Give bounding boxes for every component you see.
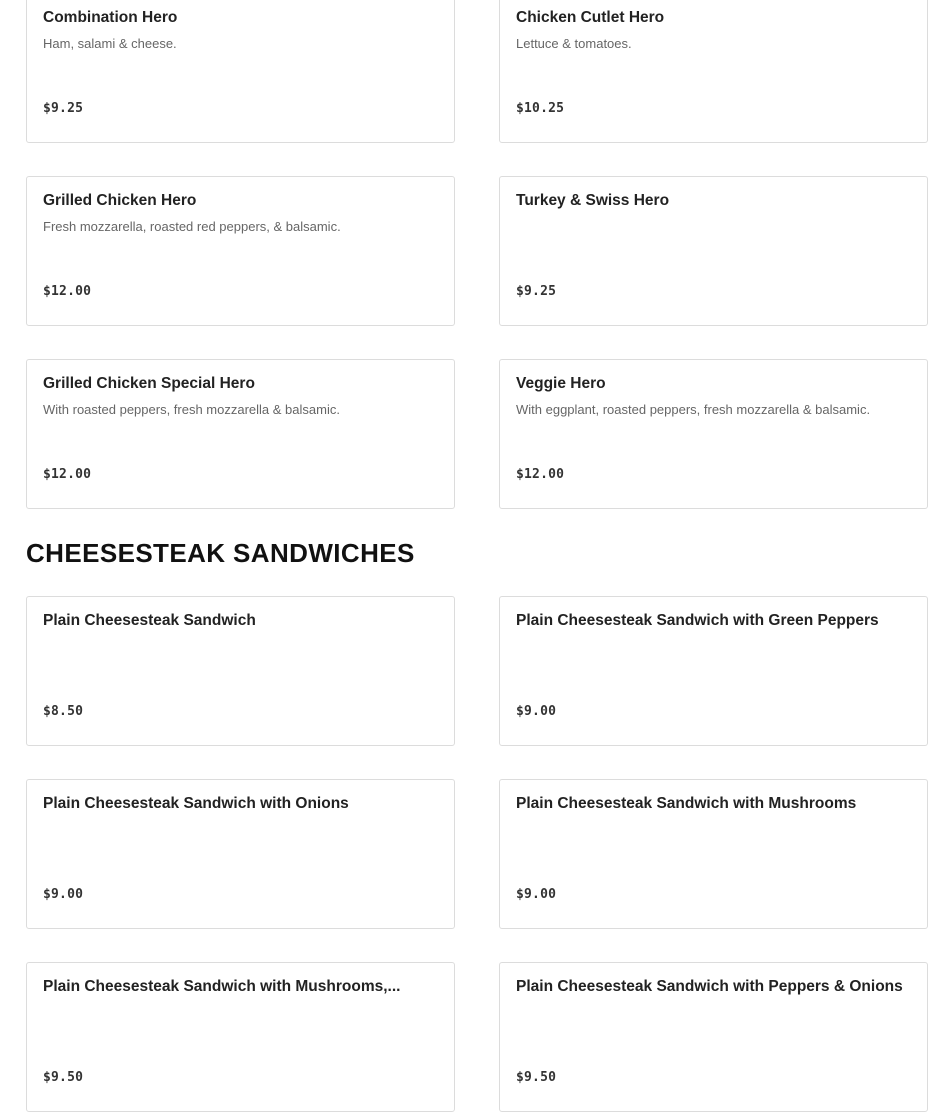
menu-item-name: Grilled Chicken Hero [43, 192, 197, 209]
menu-item-price: $12.00 [43, 467, 92, 482]
menu-item-name: Veggie Hero [516, 375, 606, 392]
menu-item-price: $12.00 [43, 284, 92, 299]
menu-item-name: Combination Hero [43, 9, 178, 26]
menu-item-price: $9.50 [516, 1070, 557, 1085]
menu-item-price: $10.25 [516, 101, 565, 116]
menu-item-card[interactable] [26, 779, 455, 929]
menu-item-description: With roasted peppers, fresh mozzarella & balsamic. [43, 401, 340, 417]
menu-item-price: $9.25 [516, 284, 557, 299]
menu-item-name: Plain Cheesesteak Sandwich with Onions [43, 795, 349, 812]
menu-item-name: Turkey & Swiss Hero [516, 192, 670, 209]
menu-item-card[interactable] [26, 0, 455, 143]
menu-item-description: Ham, salami & cheese. [43, 35, 177, 51]
menu-item-description: With eggplant, roasted peppers, fresh mozzarella & balsamic. [516, 401, 871, 417]
menu-item-card[interactable] [26, 596, 455, 746]
menu-item-card[interactable] [499, 962, 928, 1112]
menu-item-price: $9.25 [43, 101, 84, 116]
menu-item-name: Plain Cheesesteak Sandwich with Mushrooms [516, 795, 857, 812]
menu-item-price: $9.00 [516, 887, 557, 902]
menu-item-description: Fresh mozzarella, roasted red peppers, & balsamic. [43, 218, 341, 234]
menu-item-name: Plain Cheesesteak Sandwich [43, 612, 256, 629]
menu-item-name: Plain Cheesesteak Sandwich with Mushrooms,... [43, 978, 401, 995]
menu-item-name: Plain Cheesesteak Sandwich with Green Peppers [516, 612, 879, 629]
menu-item-card[interactable] [499, 176, 928, 326]
menu-item-card[interactable] [26, 962, 455, 1112]
menu-item-name: Plain Cheesesteak Sandwich with Peppers & Onions [516, 978, 903, 995]
menu-item-description: Lettuce & tomatoes. [516, 35, 632, 51]
menu-item-name: Chicken Cutlet Hero [516, 9, 665, 26]
menu-item-name: Grilled Chicken Special Hero [43, 375, 255, 392]
cheesesteak-menu-grid [26, 596, 928, 1112]
menu-item-price: $9.00 [516, 704, 557, 719]
hero-menu-grid [26, 0, 928, 509]
menu-item-card[interactable] [499, 596, 928, 746]
menu-item-card[interactable] [26, 176, 455, 326]
menu-item-card[interactable] [499, 359, 928, 509]
menu-item-card[interactable] [26, 359, 455, 509]
menu-item-card[interactable] [499, 0, 928, 143]
section-title-cheesesteak: CHEESESTEAK SANDWICHES [26, 538, 415, 568]
menu-item-price: $8.50 [43, 704, 84, 719]
menu-item-price: $9.00 [43, 887, 84, 902]
menu-item-price: $9.50 [43, 1070, 84, 1085]
menu-item-card[interactable] [499, 779, 928, 929]
menu-item-price: $12.00 [516, 467, 565, 482]
